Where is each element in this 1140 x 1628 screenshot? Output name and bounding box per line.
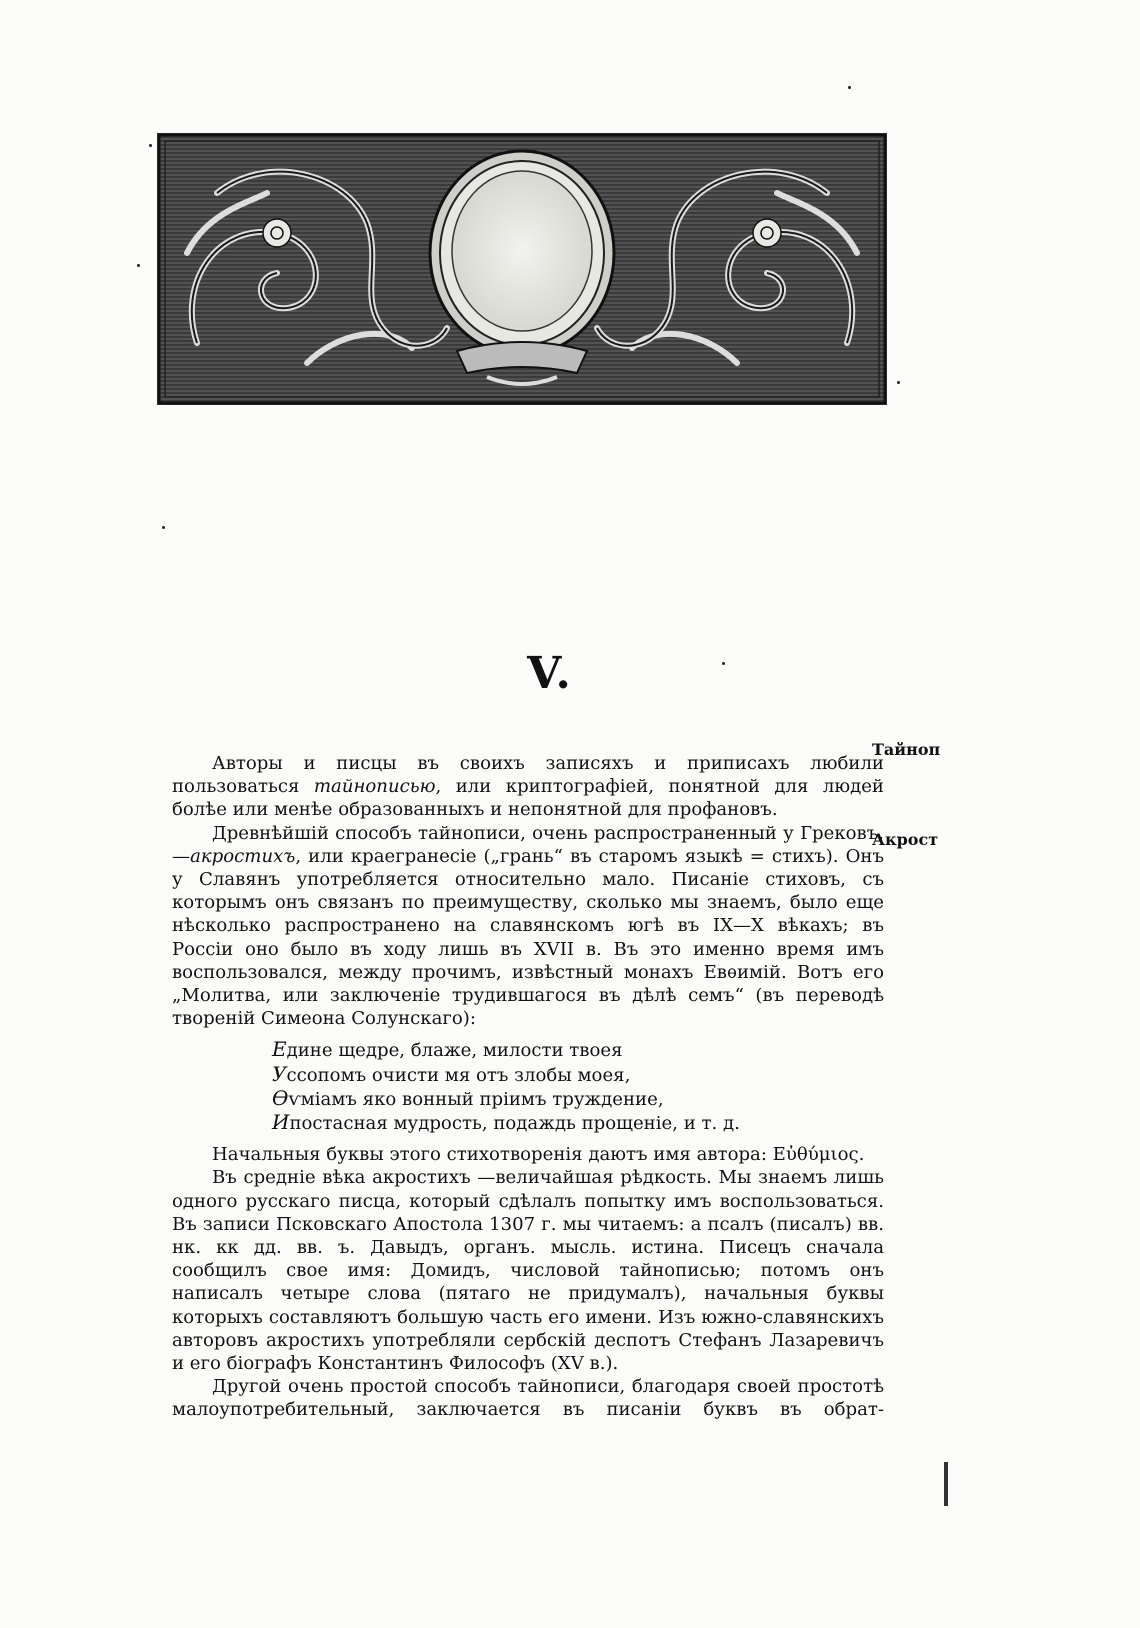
scan-speck: [848, 86, 851, 89]
scan-speck: [162, 526, 165, 529]
paragraph-1-text: Авторы и писцы въ своихъ записяхъ и приписахъ любили пользоваться тайнописью, или криптографіей, понятной для людей болѣе или менѣе образованныхъ и непонятной для профановъ.: [172, 753, 884, 821]
verse-text: постасная мудрость, подаждь прощеніе, и т. д.: [289, 1113, 740, 1135]
scan-speck: [137, 264, 140, 267]
verse-text: ссопомъ очисти мя отъ злобы моея,: [286, 1064, 631, 1086]
headpiece-engraving-icon: [157, 133, 887, 405]
verse-line: [272, 1111, 884, 1135]
paragraph-2: [172, 822, 884, 1031]
body-text: [172, 752, 884, 1422]
paragraph-2-italic-term: акростихъ: [190, 845, 296, 867]
marginal-note-cryptography: Тайноп: [872, 740, 941, 759]
verse-text: ѵміамъ яко вонный пріимъ труждение,: [288, 1088, 664, 1110]
verse-initial: Е: [272, 1037, 287, 1062]
scan-speck: [897, 381, 900, 384]
ornamental-headpiece: [157, 133, 887, 405]
paragraph-2-text-b: , или краегранесіе („грань“ въ старомъ языкѣ = стихъ). Онъ у Славянъ употребляется относительно мало. Писаніе стиховъ, съ которымъ онъ связанъ по преимуществу, сколько мы знаемъ, было еще нѣсколько распространено на славянскомъ югѣ въ IX—X вѣкахъ; въ Россіи оно было въ ходу лишь въ XVII в. Въ это именно время имъ воспользовался, между прочимъ, извѣстный монахъ Евѳимій. Вотъ его „Молитва, или заключеніе трудившагося въ дѣлѣ семъ“ (въ переводѣ твореній Симеона Солунскаго):: [172, 845, 884, 1030]
paragraph-5: Другой очень простой способъ тайнописи, благодаря своей простотѣ малоупотребительный, заключается въ писаніи буквъ въ обрат-: [172, 1376, 884, 1421]
verse-line: [272, 1087, 884, 1111]
verse-line: [272, 1038, 884, 1062]
verse-text: дине щедре, блаже, милости твоея: [286, 1040, 623, 1062]
verse-initial: Ѳ: [272, 1085, 289, 1110]
verse-initial: И: [272, 1110, 290, 1135]
paragraph-4: Въ средніе вѣка акростихъ —величайшая рѣдкость. Мы знаемъ лишь одного русскаго писца, который сдѣлалъ попытку имъ воспользоваться. Въ записи Псковскаго Апостола 1307 г. мы читаемъ: а псалъ (писалъ) вв. нк. кк дд. вв. ъ. Давыдъ, органъ. мысль. истина. Писецъ сначала сообщилъ свое имя: Домидъ, числовой тайнописью; потомъ онъ написалъ четыре слова (пятаго не придумалъ), начальныя буквы которыхъ составляютъ большую часть его имени. Изъ южно-славянскихъ авторовъ акростихъ употребляли сербскій деспотъ Стефанъ Лазаревичъ и его біографъ Константинъ Философъ (XV в.).: [172, 1167, 884, 1375]
verse-initial: У: [272, 1061, 287, 1086]
paragraph-3: Начальныя буквы этого стихотворенія даютъ имя автора: Εὐθύμιος.: [212, 1144, 865, 1166]
paragraph-1-italic-term: тайнописью: [313, 776, 436, 798]
scan-speck: [149, 144, 152, 147]
paragraph-1: [172, 752, 884, 822]
acrostic-verse: [272, 1038, 884, 1135]
page-edge-mark: [944, 1462, 948, 1506]
chapter-numeral: V.: [527, 648, 573, 699]
marginal-note-acrostic: Акрост: [872, 830, 939, 849]
verse-line: [272, 1063, 884, 1087]
paragraph-2-text-a: Древнѣйшій способъ тайнописи, очень распространенный у Грековъ, —: [172, 822, 884, 867]
